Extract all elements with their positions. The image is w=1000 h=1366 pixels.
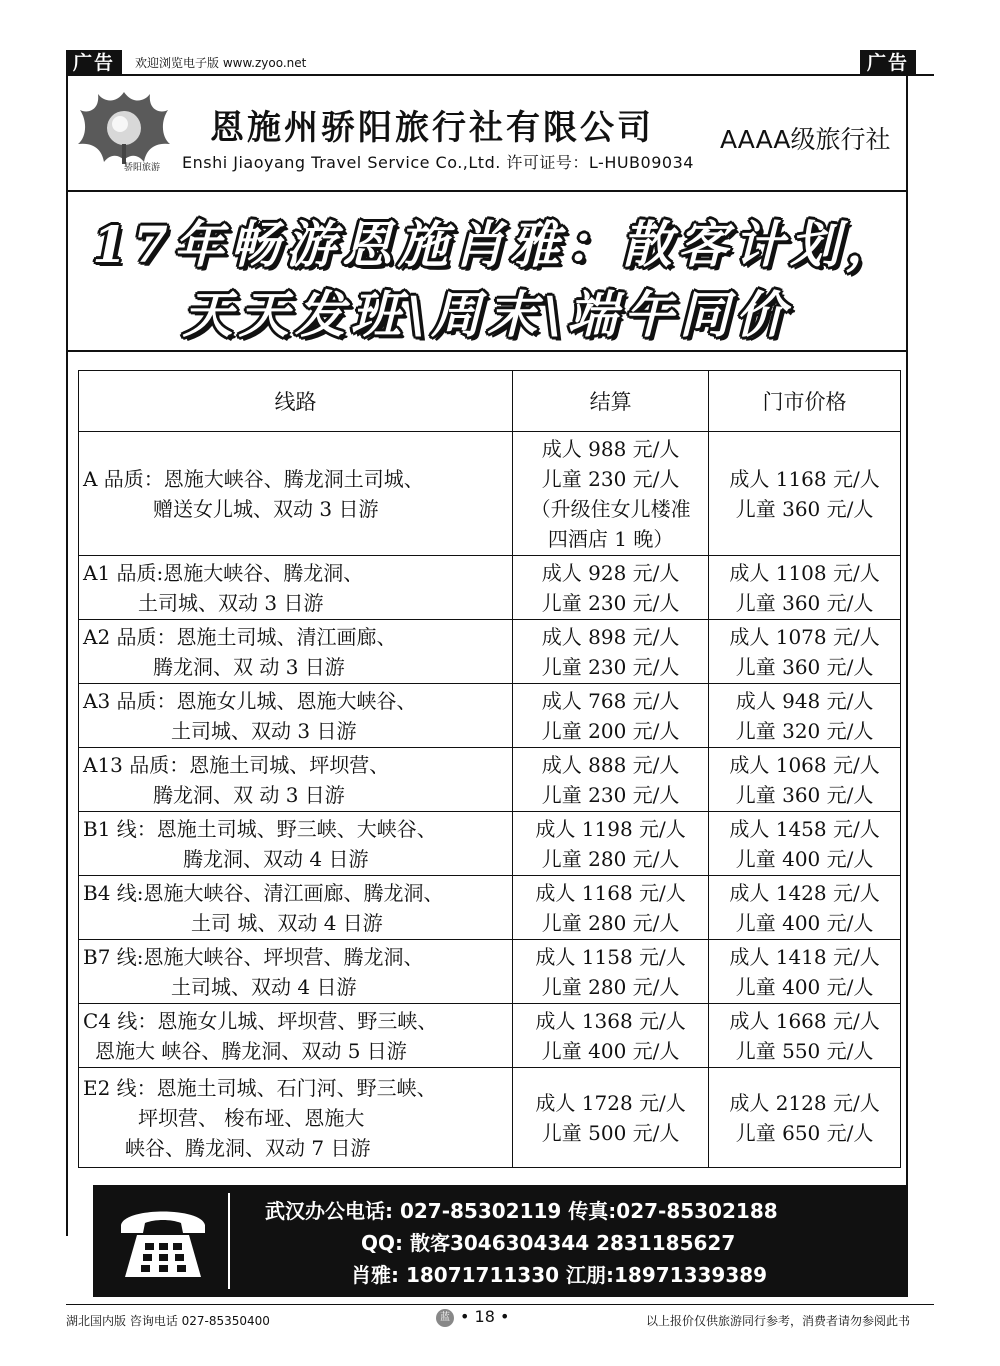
retail-child: 儿童 360 元/人: [735, 654, 874, 679]
settle-adult: 成人 1198 元/人: [535, 816, 686, 841]
retail-child: 儿童 360 元/人: [735, 590, 874, 615]
route-line: B4 线:恩施大峡谷、清江画廊、腾龙洞、: [83, 880, 444, 905]
settle-adult: 成人 988 元/人: [541, 436, 680, 461]
retail-adult: 成人 1168 元/人: [729, 466, 880, 491]
table-row: [79, 620, 901, 684]
table-row: [79, 748, 901, 812]
route-line: B7 线:恩施大峡谷、坪坝营、腾龙洞、: [83, 944, 424, 969]
settle-cell: [513, 1004, 709, 1068]
retail-cell: [709, 684, 901, 748]
company-name-en: Enshi Jiaoyang Travel Service Co.,Ltd. 许可证号：L-HUB09034: [182, 153, 694, 172]
header-retail: 门市价格: [709, 371, 901, 432]
route-line: 腾龙洞、双动 4 日游: [183, 846, 369, 871]
retail-cell: [709, 1004, 901, 1068]
route-cell: [79, 812, 513, 876]
retail-child: 儿童 400 元/人: [735, 846, 874, 871]
settle-adult: 成人 1158 元/人: [535, 944, 686, 969]
retail-adult: 成人 2128 元/人: [729, 1090, 880, 1115]
route-cell: [79, 620, 513, 684]
telephone-icon: [115, 1199, 211, 1289]
company-logo: [76, 88, 172, 178]
contact-box: [93, 1185, 908, 1297]
table-row: [79, 812, 901, 876]
table-row: [79, 556, 901, 620]
settle-child: 儿童 500 元/人: [541, 1120, 680, 1145]
route-line: 恩施大 峡谷、腾龙洞、双动 5 日游: [95, 1038, 407, 1063]
route-line: C4 线：恩施女儿城、坪坝营、野三峡、: [83, 1008, 438, 1033]
route-line: E2 线：恩施土司城、石门河、野三峡、: [83, 1075, 437, 1100]
table-row: [79, 1004, 901, 1068]
route-line: 土司城、双动 4 日游: [171, 974, 357, 999]
retail-cell: [709, 432, 901, 556]
table-header-row: [79, 371, 901, 432]
route-cell: [79, 684, 513, 748]
settle-child: 儿童 230 元/人: [541, 782, 680, 807]
settle-cell: [513, 432, 709, 556]
settle-cell: [513, 940, 709, 1004]
route-line: 腾龙洞、双 动 3 日游: [153, 654, 345, 679]
route-line: 坪坝营、 梭布垭、恩施大: [138, 1105, 365, 1130]
settle-child: 儿童 400 元/人: [541, 1038, 680, 1063]
settle-adult: 成人 1368 元/人: [535, 1008, 686, 1033]
retail-cell: [709, 940, 901, 1004]
ad-label-right: 广告: [860, 50, 916, 76]
headline-line-2: 天天发班\周末\端午同价: [182, 285, 792, 344]
route-cell: [79, 556, 513, 620]
route-line: B1 线：恩施土司城、野三峡、大峡谷、: [83, 816, 437, 841]
retail-cell: [709, 1068, 901, 1168]
settle-adult: 成人 898 元/人: [541, 624, 680, 649]
retail-child: 儿童 400 元/人: [735, 910, 874, 935]
table-row: [79, 940, 901, 1004]
contact-mobiles: 肖雅: 18071711330 江朋:18971339389: [351, 1263, 768, 1287]
settle-child: 儿童 280 元/人: [541, 910, 680, 935]
route-line: A1 品质:恩施大峡谷、腾龙洞、: [83, 560, 364, 585]
route-line: 腾龙洞、双 动 3 日游: [153, 782, 345, 807]
contact-qq: QQ: 散客3046304344 2831185627: [361, 1231, 736, 1255]
settle-child: 儿童 280 元/人: [541, 974, 680, 999]
header-rule: [66, 190, 908, 192]
headline-rule: [66, 350, 908, 352]
retail-cell: [709, 748, 901, 812]
route-cell: [79, 876, 513, 940]
retail-adult: 成人 1068 元/人: [729, 752, 880, 777]
route-cell: [79, 1068, 513, 1168]
retail-cell: [709, 876, 901, 940]
retail-cell: [709, 620, 901, 684]
settle-cell: [513, 684, 709, 748]
retail-cell: [709, 556, 901, 620]
settle-cell: [513, 812, 709, 876]
footer-rule: [66, 1304, 934, 1305]
route-line: 峡谷、腾龙洞、双动 7 日游: [125, 1135, 371, 1160]
headline-line-1: 17年畅游恩施肖雅：散客计划，: [92, 215, 902, 274]
route-cell: [79, 1004, 513, 1068]
retail-adult: 成人 948 元/人: [735, 688, 874, 713]
route-line: 赠送女儿城、双动 3 日游: [153, 496, 379, 521]
route-cell: [79, 748, 513, 812]
header-route: 线路: [79, 371, 513, 432]
route-cell: [79, 940, 513, 1004]
site-text: 欢迎浏览电子版 www.zyoo.net: [135, 56, 307, 70]
logo-caption: 骄阳旅游: [124, 163, 161, 173]
agency-grade: AAAA级旅行社: [720, 125, 891, 154]
settle-child: 儿童 200 元/人: [541, 718, 680, 743]
retail-child: 儿童 320 元/人: [735, 718, 874, 743]
settle-cell: [513, 620, 709, 684]
route-line: 土司城、双动 3 日游: [138, 590, 324, 615]
settle-note: （升级住女儿楼准: [530, 496, 691, 521]
settle-child: 儿童 280 元/人: [541, 846, 680, 871]
footer-edition: 湖北国内版 咨询电话 027-85350400: [66, 1314, 270, 1328]
table-row: [79, 1068, 901, 1168]
settle-child: 儿童 230 元/人: [541, 654, 680, 679]
retail-child: 儿童 360 元/人: [735, 782, 874, 807]
retail-adult: 成人 1428 元/人: [729, 880, 880, 905]
settle-adult: 成人 768 元/人: [541, 688, 680, 713]
settle-child: 儿童 230 元/人: [541, 466, 680, 491]
retail-adult: 成人 1418 元/人: [729, 944, 880, 969]
settle-note: 四酒店 1 晚）: [547, 526, 674, 551]
table-row: [79, 876, 901, 940]
top-rule: [66, 74, 934, 76]
price-table: [78, 370, 901, 1168]
footer-disclaimer: 以上报价仅供旅游同行参考，消费者请勿参阅此书: [645, 1314, 910, 1328]
retail-child: 儿童 400 元/人: [735, 974, 874, 999]
page-badge: 蓝: [436, 1309, 454, 1327]
retail-adult: 成人 1668 元/人: [729, 1008, 880, 1033]
retail-child: 儿童 550 元/人: [735, 1038, 874, 1063]
company-name-cn: 恩施州骄阳旅行社有限公司: [210, 108, 654, 148]
retail-child: 儿童 650 元/人: [735, 1120, 874, 1145]
settle-adult: 成人 888 元/人: [541, 752, 680, 777]
retail-cell: [709, 812, 901, 876]
retail-adult: 成人 1078 元/人: [729, 624, 880, 649]
settle-adult: 成人 1168 元/人: [535, 880, 686, 905]
settle-cell: [513, 556, 709, 620]
contact-divider: [228, 1193, 230, 1289]
contact-office-phone: 武汉办公电话: 027-85302119 传真:027-85302188: [265, 1199, 778, 1223]
route-cell: [79, 432, 513, 556]
settle-adult: 成人 928 元/人: [541, 560, 680, 585]
table-row: [79, 432, 901, 556]
route-line: 土司城、双动 3 日游: [171, 718, 357, 743]
route-line: 土司 城、双动 4 日游: [191, 910, 383, 935]
settle-child: 儿童 230 元/人: [541, 590, 680, 615]
ad-label-left: 广告: [66, 50, 122, 76]
settle-cell: [513, 1068, 709, 1168]
header-settle: 结算: [513, 371, 709, 432]
table-row: [79, 684, 901, 748]
page-number: [436, 1307, 509, 1327]
page-number-text: • 18 •: [460, 1307, 510, 1326]
route-line: A13 品质：恩施土司城、坪坝营、: [83, 752, 390, 777]
retail-adult: 成人 1458 元/人: [729, 816, 880, 841]
settle-cell: [513, 876, 709, 940]
settle-cell: [513, 748, 709, 812]
retail-adult: 成人 1108 元/人: [729, 560, 880, 585]
route-line: A 品质：恩施大峡谷、腾龙洞土司城、: [83, 466, 424, 491]
route-line: A2 品质：恩施土司城、清江画廊、: [83, 624, 397, 649]
route-line: A3 品质：恩施女儿城、恩施大峡谷、: [83, 688, 417, 713]
retail-child: 儿童 360 元/人: [735, 496, 874, 521]
settle-adult: 成人 1728 元/人: [535, 1090, 686, 1115]
